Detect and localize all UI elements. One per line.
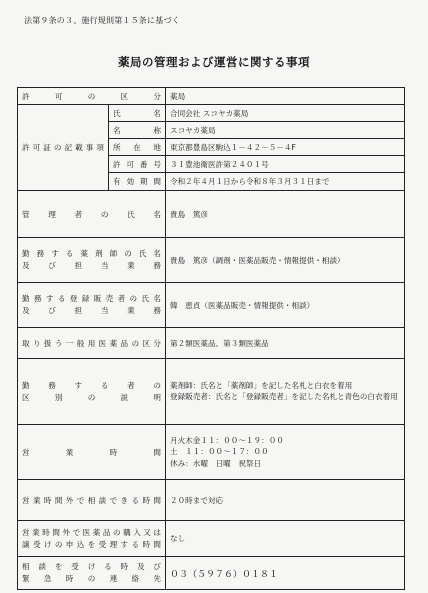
business-hours-label: 営 業 時 間 (18, 425, 166, 480)
identification-label: 勤 務 す る 者 の 区 別 の 説 明 (18, 359, 166, 425)
identification-line-1: 薬剤師：氏名と「薬剤師」を記した名札と白衣を着用 (170, 381, 353, 391)
manager-label: 管 理 者 の 氏 名 (18, 191, 166, 238)
pharmacists-label: 勤務する薬剤師の氏名 及 び 担 当 業 務 (18, 238, 166, 283)
business-hours-line-1: 月火木金１１：００～１９：００ (170, 435, 284, 445)
row-license-name (18, 105, 405, 122)
row-identification (18, 359, 405, 425)
license-validity-value: 令和２年４月１日から令和８年３月３１日まで (166, 173, 405, 191)
row-pharmacists (18, 238, 405, 283)
business-hours-line-2: 土 １１：００～１７：００ (170, 447, 269, 457)
license-validity-label: 有効期間 (109, 173, 166, 191)
row-orders-outside-hours (18, 521, 405, 557)
identification-value (166, 359, 405, 425)
license-name-value: 合同会社 スコヤカ薬局 (166, 105, 405, 122)
contact-label: 相 談 を 受 け る 時 及 び 緊 急 時 の 連 絡 先 (18, 557, 166, 590)
business-hours-line-3: 休み：水曜 日曜 祝祭日 (170, 458, 262, 468)
permit-category-value: 薬局 (166, 88, 405, 105)
license-title-value: スコヤカ薬局 (166, 122, 405, 139)
permit-category-label: 許 可 の 区 分 (18, 88, 166, 105)
identification-line-2: 登録販売者：氏名と「登録販売者」を記した名札と青色の白衣着用 (170, 391, 398, 401)
row-otc-category (18, 328, 405, 359)
license-address-value: 東京都豊島区駒込１－４２－５－４F (166, 139, 405, 156)
row-permit-category (18, 88, 405, 105)
license-label: 許可証の記載事項 (18, 105, 109, 191)
contact-value: ０３（５９７６）０１８１ (166, 557, 405, 590)
business-hours-value (166, 425, 405, 480)
manager-value: 貴島 篤彦 (166, 191, 405, 238)
consult-outside-hours-label: 営業時間外で相談できる時間 (18, 480, 166, 521)
row-registered-sellers (18, 283, 405, 328)
license-permit-no-label: 許可番号 (109, 156, 166, 173)
license-address-label: 所在地 (109, 139, 166, 156)
legal-basis: 法第９条の３、施行規則第１５条に基づく (24, 16, 180, 25)
orders-outside-hours-label: 営業時間外で医薬品の購入又は 譲受けの申込を受理する時間 (18, 521, 166, 557)
row-manager (18, 191, 405, 238)
pharmacists-value: 貴島 篤彦（調剤・医薬品販売・情報提供・相談） (166, 238, 405, 283)
registered-sellers-value: 韓 恵貞（医薬品販売・情報提供・相談） (166, 283, 405, 328)
license-title-label: 名 称 (109, 122, 166, 139)
row-business-hours (18, 425, 405, 480)
row-contact (18, 557, 405, 590)
orders-outside-hours-value: なし (166, 521, 405, 557)
license-name-label: 氏 名 (109, 105, 166, 122)
registered-sellers-label: 勤務する登録販売者の氏名 及 び 担 当 業 務 (18, 283, 166, 328)
page-title: 薬局の管理および運営に関する事項 (118, 55, 310, 69)
otc-category-label: 取り扱う一般用医薬品の区分 (18, 328, 166, 359)
consult-outside-hours-value: ２０時まで対応 (166, 480, 405, 521)
info-table (17, 87, 405, 590)
row-consult-outside-hours (18, 480, 405, 521)
otc-category-value: 第２類医薬品、第３類医薬品 (166, 328, 405, 359)
license-permit-no-value: ３１豊池衛医許第２４０１号 (166, 156, 405, 173)
